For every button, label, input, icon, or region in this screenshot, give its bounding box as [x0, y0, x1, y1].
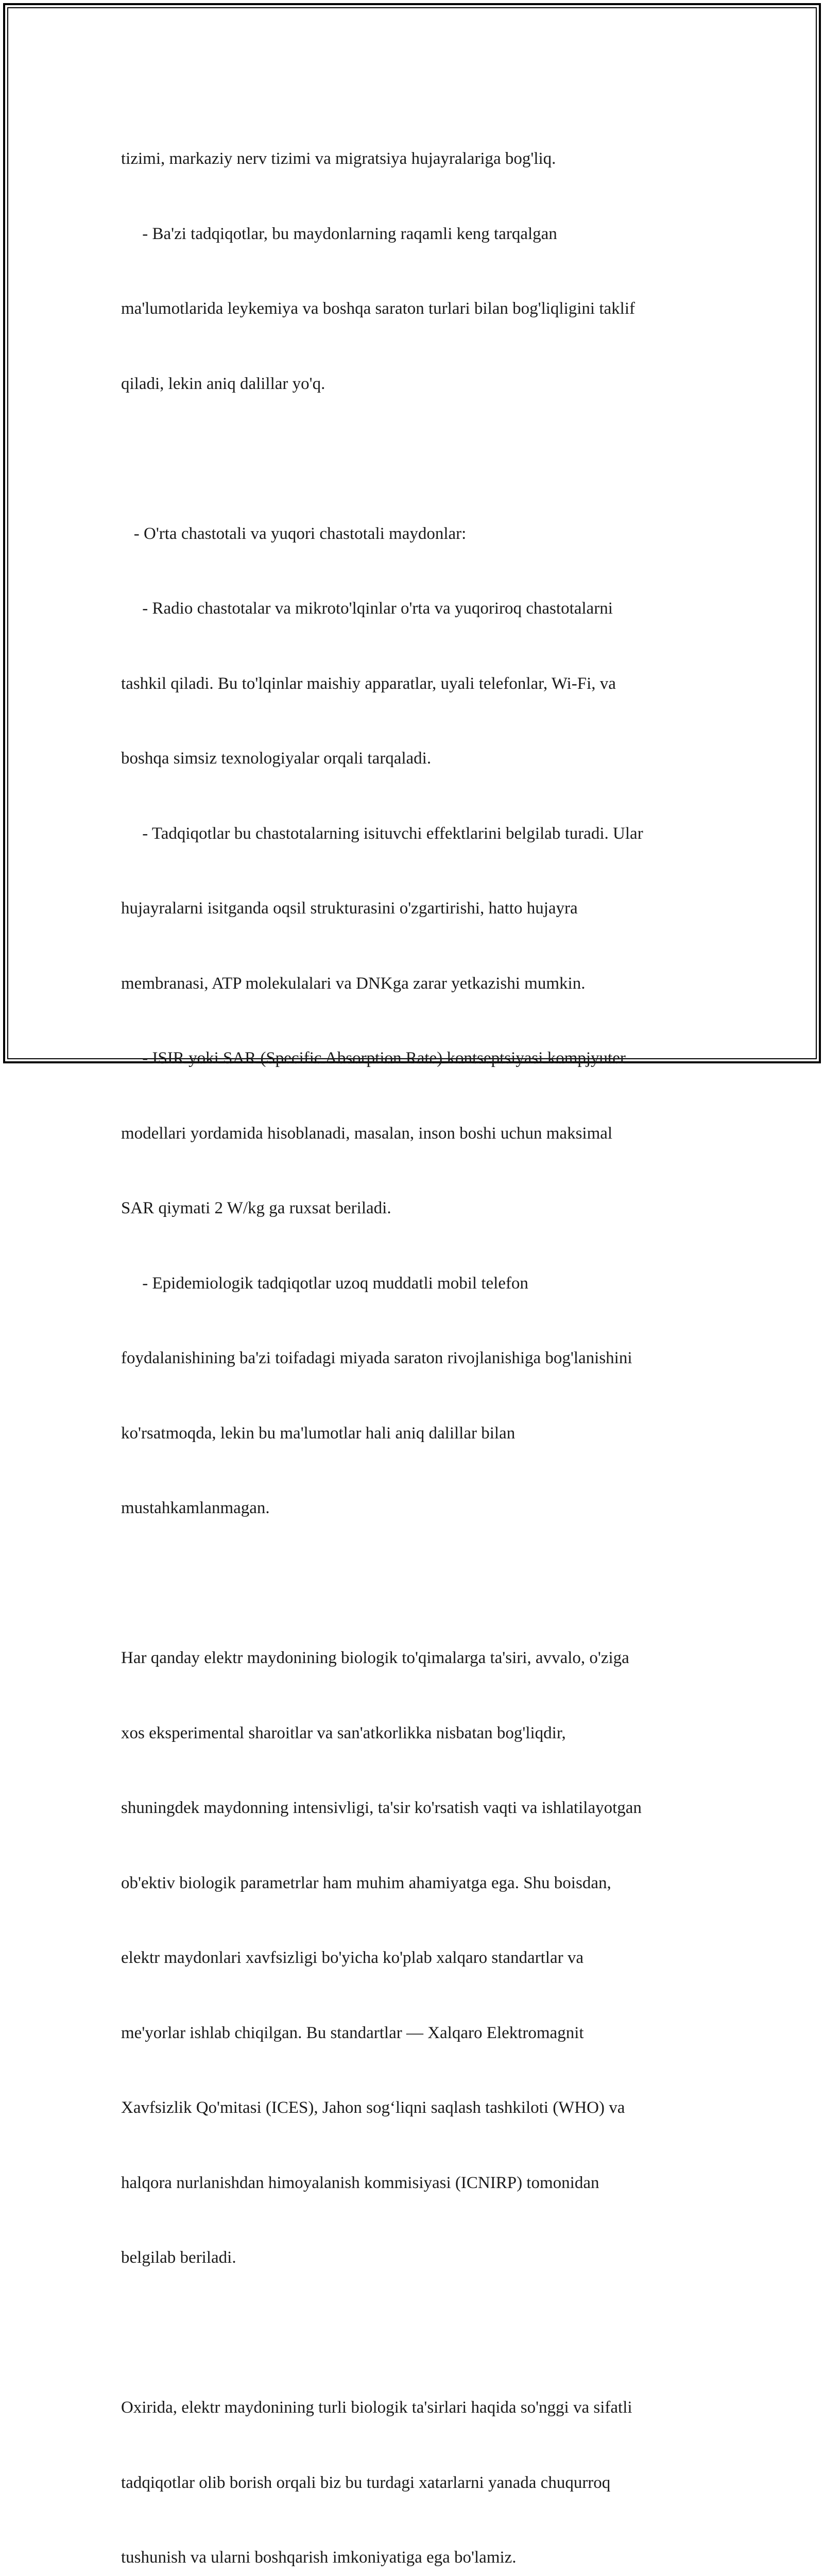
text-line: - Epidemiologik tadqiqotlar uzoq muddatli mobil telefon	[121, 1274, 528, 1293]
text-line: modellari yordamida hisoblanadi, masalan, inson boshi uchun maksimal	[121, 1124, 613, 1143]
text-line: membranasi, ATP molekulalari va DNKga zarar yetkazishi mumkin.	[121, 974, 586, 993]
text-line: hujayralarni isitganda oqsil strukturasini o'zgartirishi, hatto hujayra	[121, 899, 578, 918]
blank-line	[121, 2320, 718, 2346]
text-line: Xavfsizlik Qo'mitasi (ICES), Jahon sog‘liqni saqlash tashkiloti (WHO) va	[121, 2098, 625, 2117]
text-line: halqora nurlanishdan himoyalanish kommisiyasi (ICNIRP) tomonidan	[121, 2173, 599, 2192]
text-line: me'yorlar ishlab chiqilgan. Bu standartlar — Xalqaro Elektromagnit	[121, 2023, 584, 2042]
text-line: qiladi, lekin aniq dalillar yo'q.	[121, 374, 325, 393]
text-line: tushunish va ularni boshqarish imkoniyatiga ega bo'lamiz.	[121, 2548, 517, 2567]
text-line: Har qanday elektr maydonining biologik to'qimalarga ta'siri, avvalo, o'ziga	[121, 1649, 629, 1667]
document-body	[121, 96, 718, 2576]
text-line: Oxirida, elektr maydonining turli biologik ta'sirlari haqida so'nggi va sifatli	[121, 2398, 632, 2417]
text-line: ma'lumotlarida leykemiya va boshqa saraton turlari bilan bog'liqligini taklif	[121, 299, 635, 318]
text-line: xos eksperimental sharoitlar va san'atkorlikka nisbatan bog'liqdir,	[121, 1723, 566, 1742]
text-line: ob'ektiv biologik parametrlar ham muhim ahamiyatga ega. Shu boisdan,	[121, 1873, 611, 1892]
text-line: SAR qiymati 2 W/kg ga ruxsat beriladi.	[121, 1199, 391, 1217]
text-line: shuningdek maydonning intensivligi, ta'sir ko'rsatish vaqti va ishlatilayotgan	[121, 1799, 642, 1817]
text-line: tashkil qiladi. Bu to'lqinlar maishiy apparatlar, uyali telefonlar, Wi-Fi, va	[121, 674, 616, 693]
text-line: ko'rsatmoqda, lekin bu ma'lumotlar hali aniq dalillar bilan	[121, 1423, 516, 1443]
text-line: elektr maydonlari xavfsizligi bo'yicha ko'plab xalqaro standartlar va	[121, 1948, 583, 1967]
blank-line	[121, 446, 718, 471]
text-line: belgilab beriladi.	[121, 2248, 236, 2267]
text-line: boshqa simsiz texnologiyalar orqali tarqaladi.	[121, 749, 432, 768]
text-line: - Radio chastotalar va mikroto'lqinlar o'rta va yuqoriroq chastotalarni	[121, 599, 613, 618]
text-line: - ISIR yoki SAR (Specific Absorption Rate) kontseptsiyasi kompjyuter	[121, 1049, 626, 1067]
text-line: - O'rta chastotali va yuqori chastotali maydonlar:	[121, 524, 467, 543]
text-line: mustahkamlanmagan.	[121, 1499, 270, 1517]
text-line: foydalanishining ba'zi toifadagi miyada saraton rivojlanishiga bog'lanishini	[121, 1349, 632, 1367]
blank-line	[121, 1571, 718, 1596]
text-line: tizimi, markaziy nerv tizimi va migratsiya hujayralariga bog'liq.	[121, 149, 556, 168]
text-line: - Ba'zi tadqiqotlar, bu maydonlarning raqamli keng tarqalgan	[121, 224, 557, 243]
text-line: tadqiqotlar olib borish orqali biz bu turdagi xatarlarni yanada chuqurroq	[121, 2473, 611, 2492]
text-line: - Tadqiqotlar bu chastotalarning isituvchi effektlarini belgilab turadi. Ular	[121, 824, 643, 843]
